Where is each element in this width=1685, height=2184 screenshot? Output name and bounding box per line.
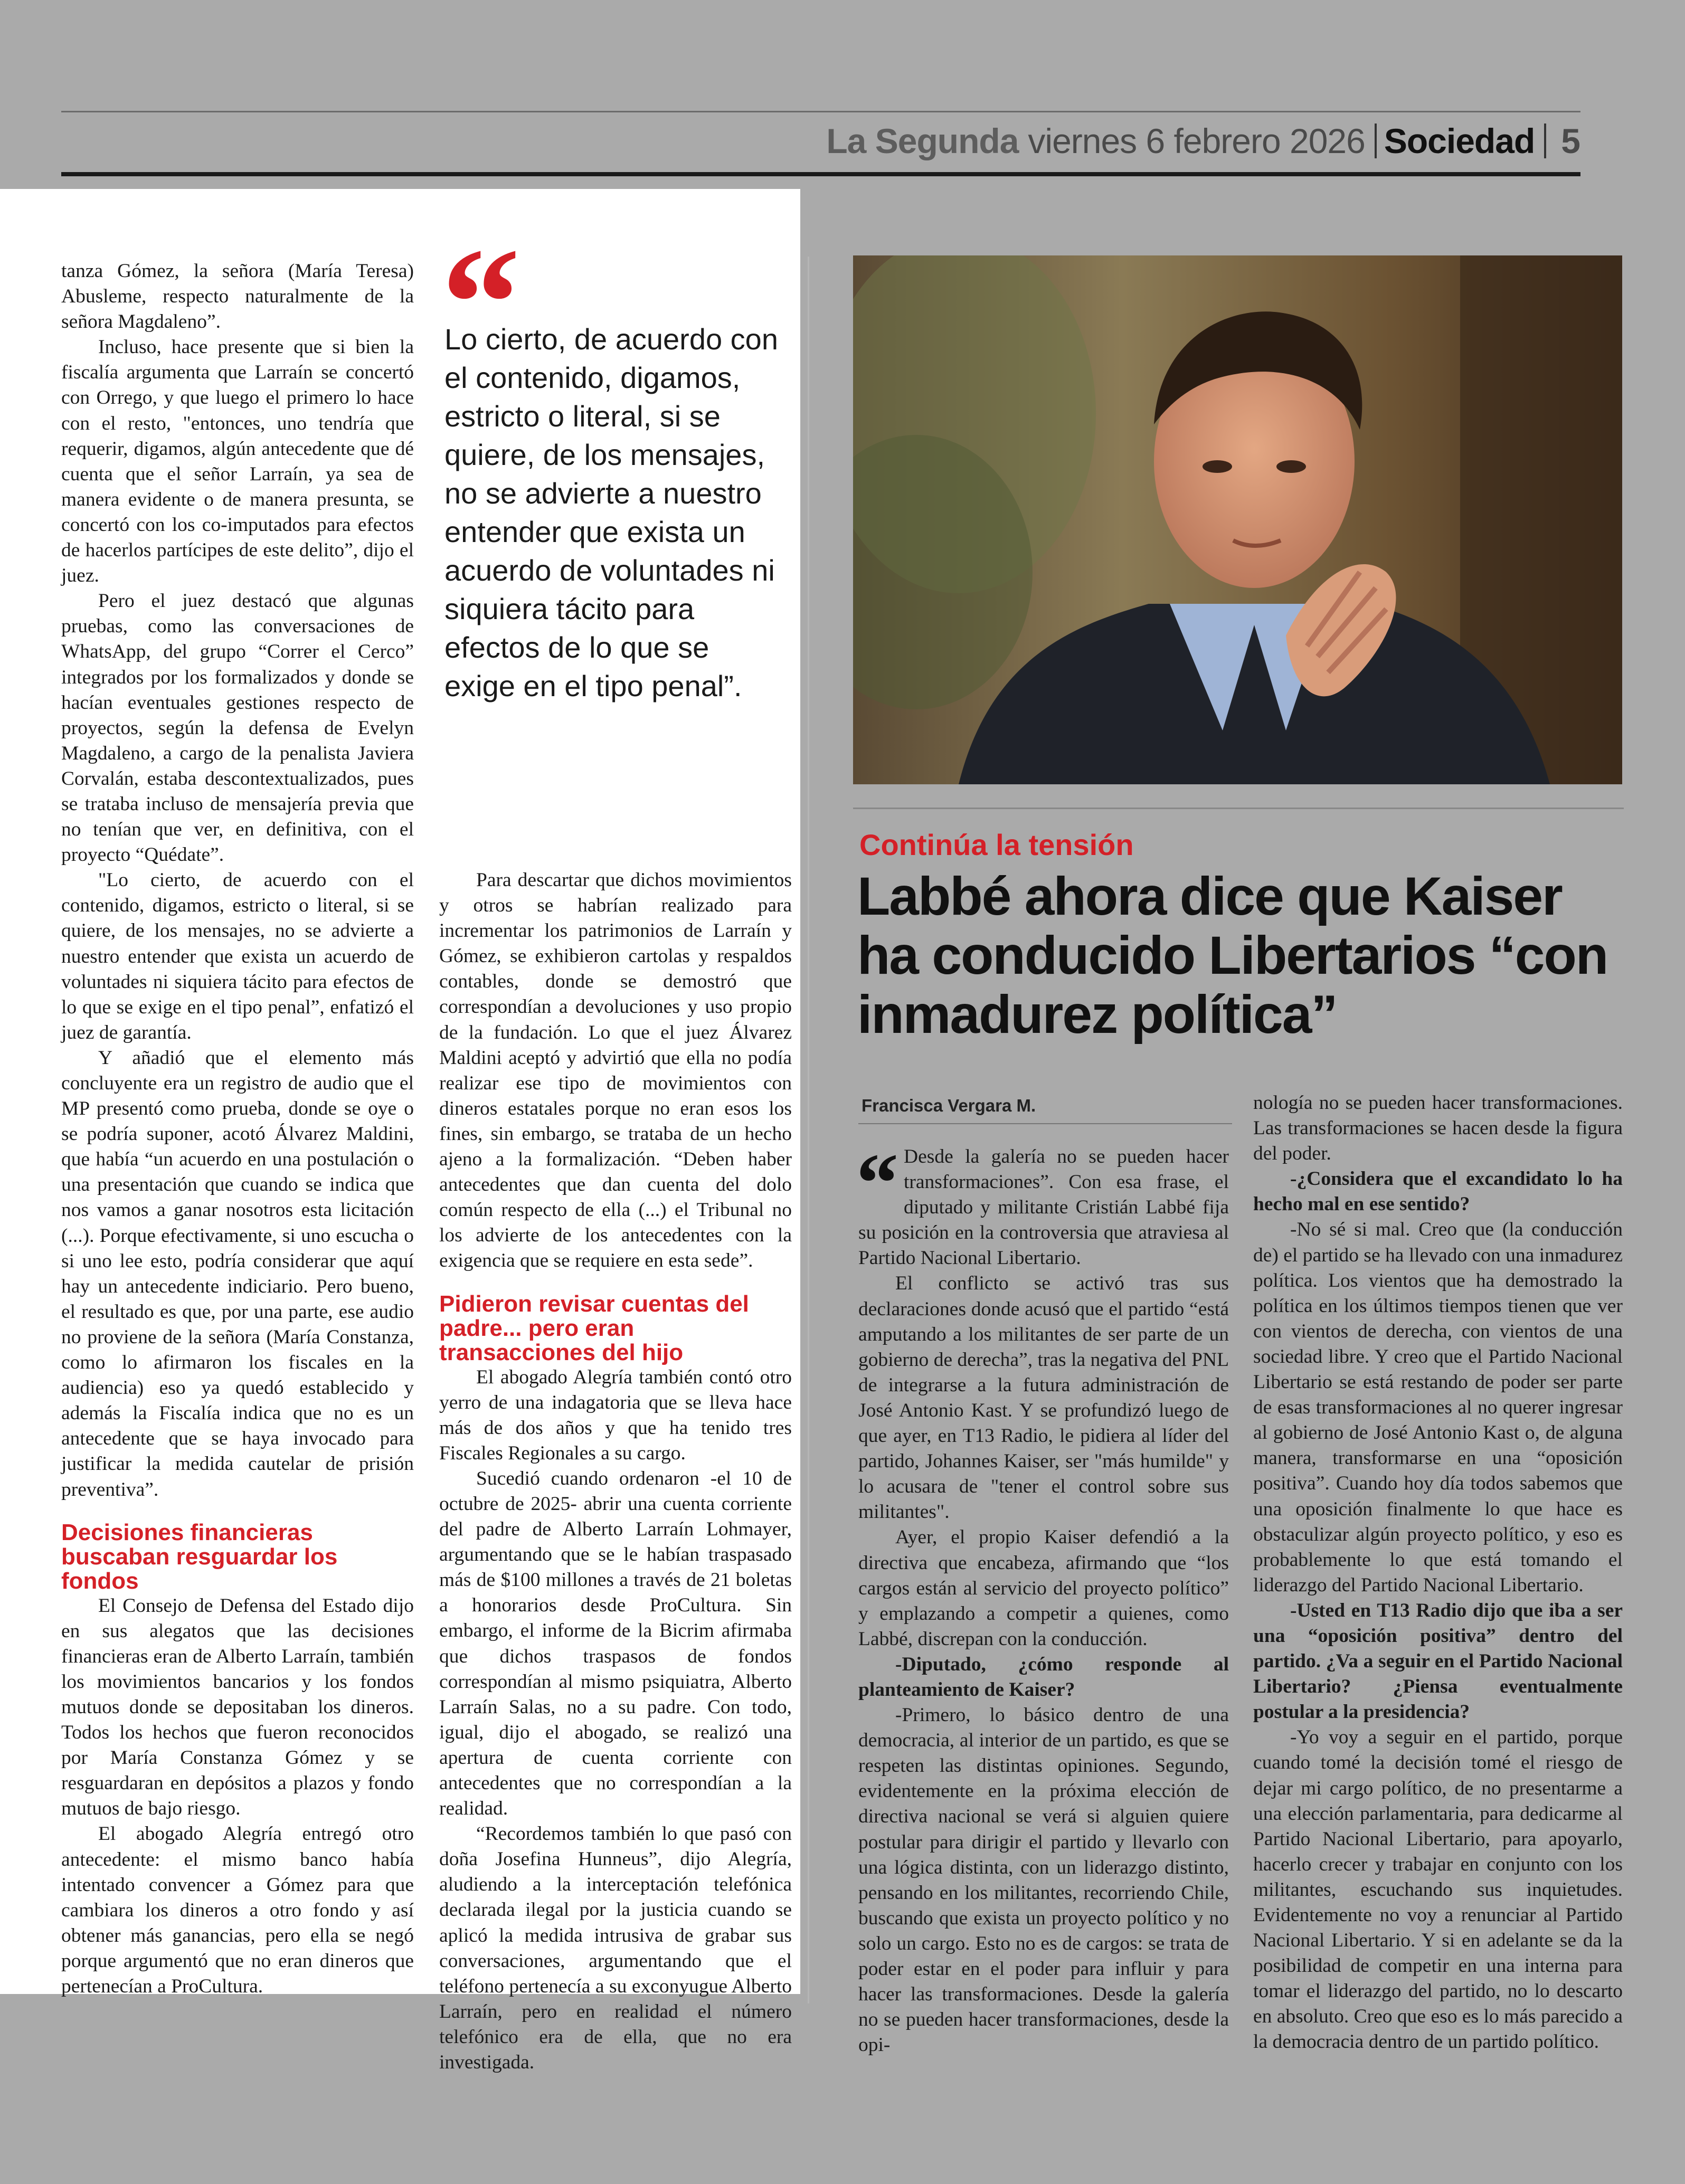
paragraph: nología no se pueden hacer transformaciones. Las transformaciones se hacen desde la figura del poder. — [1253, 1092, 1623, 1165]
drop-quote-icon: “ — [856, 1136, 898, 1230]
article-headline: Labbé ahora dice que Kaiser ha conducido Libertarios “con inmadurez política” — [857, 866, 1608, 1044]
interview-answer: -No sé si mal. Creo que (la conducción de) el partido se ha llevado con una inmadurez política. Los vientos que ha demostrado la política en los últimos tiempos tienen que ver con vientos de derecha, con vientos de una sociedad libre. Y creo que el Partido Nacional Libertario se está restando de poder ser parte de esas transformaciones al no querer ingresar al gobierno de José Antonio Kast o, de alguna manera, transformarse en una “oposición positiva”. Cuando hoy día todos sabemos que una oposición finalmente lo que hace es obstaculizar algún proyecto político, y eso es probablemente lo que está tomando el liderazgo del Partido Nacional Libertario. — [1253, 1219, 1623, 1596]
interview-answer: -Primero, lo básico dentro de una democracia, al interior de un partido, es que se respeten las distintas opiniones. Segundo, evidentemente en la próxima elección de directiva nacional se verá si alguien quiere postular para dirigir el partido y llevarlo con una lógica distinta, con un liderazgo distinto, pensando en los militantes, recorriendo Chile, buscando que exista un proyecto político y no solo un cargo. Esto no es de cargos: se trata de poder estar en el poder para influir y para hacer las transformaciones. Desde la galería no se pueden hacer transformaciones, desde la opi- — [858, 1704, 1229, 2056]
lead-text: Desde la galería no se pueden hacer transformaciones”. Con esa frase, el diputado y militante Cristián Labbé fija su posición en la controversia que atraviesa al Partido Nacional Libertario. — [858, 1146, 1229, 1269]
byline-rule — [858, 1123, 1232, 1124]
pull-quote: Lo cierto, de acuerdo con el contenido, digamos, estricto o literal, si se quiere, de los mensajes, no se advierte a nuestro entender que exista un acuerdo de voluntades ni siquiera tácito para efectos de lo que se exige en el tipo penal”. — [444, 322, 778, 702]
right-article-column-2 — [1253, 1090, 1623, 2055]
interview-question: -¿Considera que el excandidato lo ha hecho mal en ese sentido? — [1253, 1168, 1623, 1216]
article-photo — [853, 255, 1622, 784]
quote-mark-icon: “ — [441, 215, 520, 391]
paragraph: Sucedió cuando ordenaron -el 10 de octubre de 2025- abrir una cuenta corriente del padre de Alberto Larraín Lohmayer, argumentando que se le habían traspasado más de $100 millones a través de 21 boletas a honorarios desde ProCultura. Sin embargo, el informe de la Bicrim afirmaba que dichos traspasos de fondos correspondían al mismo psiquiatra, Alberto Larraín Salas, no a su padre. Con todo, igual, dijo el abogado, se realizó una apertura de cuenta corriente con antecedentes que no correspondían a la realidad. — [439, 1467, 792, 1820]
paragraph: “Recordemos también lo que pasó con doña Josefina Hunneus”, dijo Alegría, aludiendo a la interceptación telefónica declarada ilegal por la justicia cuando se aplicó la medida intrusiva de grabar sus conversaciones, argumentando que el teléfono pertenecía a su exconyugue Alberto Larraín, pero en realidad el número telefónico era de ella, que no era investigada. — [439, 1823, 792, 2074]
lead-paragraph — [856, 1136, 1229, 1271]
paragraph: El conflicto se activó tras sus declaraciones donde acusó que el partido “está amputando a los militantes de ser parte de un gobierno de derecha”, tras la negativa del PNL de integrarse a la futura administración de José Antonio Kast. Y se profundizó luego de que ayer, en T13 Radio, le pidiera al líder del partido, Johannes Kaiser, ser "más humilde" y lo acusara de "tener el control sobre sus militantes". — [858, 1273, 1229, 1523]
section-name: Sociedad — [1384, 121, 1535, 160]
paragraph: Y añadió que el elemento más concluyente era un registro de audio que el MP presentó como prueba, donde se oye o se podría suponer, acotó Álvarez Maldini, que había “un acuerdo en una postulación o una presentación que cuando se indica que nos vamos a ganar nosotros esta licitación (...). Porque efectivamente, si uno escucha o si uno lee esto, podría considerar que aquí hay un antecedente indiciario. Pero bueno, el resultado es que, por una parte, ese audio no proviene de la señora (María Constanza, como lo afirmaron los fiscales en la audiencia) eso ya quedó establecido y además la Fiscalía indica que no es un antecedente que se haya invocado para justificar la medida cautelar de prisión preventiva”. — [61, 1047, 414, 1501]
byline: Francisca Vergara M. — [862, 1096, 1036, 1115]
subheading: Pidieron revisar cuentas del padre... pero eran transacciones del hijo — [439, 1290, 749, 1365]
header-separator — [1375, 124, 1377, 158]
interview-question: -Diputado, ¿cómo responde al planteamiento de Kaiser? — [858, 1653, 1229, 1701]
left-article-column-1 — [61, 259, 414, 1999]
paragraph: El Consejo de Defensa del Estado dijo en sus alegatos que las decisiones financieras eran de Alberto Larraín, también los movimientos bancarios y los fondos mutuos donde se depositaban los dineros. Todos los hechos que fueron reconocidos por María Constanza Gómez y se resguardaran en depósitos a plazos y fondo mutuos de bajo riesgo. — [61, 1594, 414, 1820]
photo-rule — [853, 808, 1624, 809]
paragraph: El abogado Alegría también contó otro yerro de una indagatoria que se lleva hace más de dos años y que ha tenido tres Fiscales Regionales a su cargo. — [439, 1366, 792, 1464]
paragraph: Incluso, hace presente que si bien la fiscalía argumenta que Larraín se concertó con Orrego, y que luego el primero lo hace con el resto, "entonces, uno tendría que requerir, digamos, algún antecedente que dé cuenta que el señor Larraín, ya sea de manera evidente o de manera presunta, se concertó con los co-imputados para efectos de hacerlos partícipes de este delito”, dijo el juez. — [61, 336, 414, 587]
paragraph: El abogado Alegría entregó otro antecedente: el mismo banco había intentado convencer a Gómez para que cambiara los dineros a otro fondo y así obtener más ganancias, pero ella se negó porque argumentó que no eran dineros que pertenecían a ProCultura. — [61, 1823, 414, 1997]
interview-question: -Usted en T13 Radio dijo que iba a ser una “oposición positiva” dentro del partido. ¿Va a seguir en el Partido Nacional Libertario? ¿Piensa eventualmente postular a la presidencia? — [1253, 1599, 1623, 1723]
newspaper-name: La Segunda — [826, 121, 1019, 160]
column-divider — [808, 257, 809, 2003]
header-separator — [1544, 124, 1546, 158]
issue-date: viernes 6 febrero 2026 — [1028, 121, 1365, 160]
subheading: Decisiones financieras buscaban resguardar los fondos — [61, 1519, 338, 1594]
header-bottom-rule — [61, 172, 1580, 176]
article-kicker: Continúa la tensión — [859, 828, 1134, 861]
paragraph: Ayer, el propio Kaiser defendió a la directiva que encabeza, afirmando que “los cargos están al servicio del proyecto político” y emplazando a competir a quienes, como Labbé, discrepan con la conducción. — [858, 1526, 1229, 1650]
paragraph: Pero el juez destacó que algunas pruebas, como las conversaciones de WhatsApp, del grupo “Correr el Cerco” integrados por los formalizados y donde se hacían eventuales gestiones respecto de proyectos, según la defensa de Evelyn Magdaleno, a cargo de la penalista Javiera Corvalán, estaba descontextualizados, pues se trataba incluso de mensajería previa que no tenían que ver, en definitiva, con el proyecto “Quédate”. — [61, 590, 414, 866]
left-article-column-2 — [439, 868, 792, 2075]
paragraph: tanza Gómez, la señora (María Teresa) Abusleme, respecto naturalmente de la señora Magdaleno”. — [61, 260, 414, 333]
page-number: 5 — [1561, 121, 1580, 160]
header-top-rule — [61, 111, 1580, 112]
paragraph: "Lo cierto, de acuerdo con el contenido, digamos, estricto o literal, si se quiere, de los mensajes, no se advierte a nuestro entender que exista un acuerdo de voluntades ni siquiera tácito para efectos de lo que se exige en el tipo penal”, enfatizó el juez de garantía. — [61, 869, 414, 1043]
paragraph: Para descartar que dichos movimientos y otros se habrían realizado para incrementar los patrimonios de Larraín y Gómez, se exhibieron cartolas y respaldos contables, donde se demostró que correspondían a devoluciones y uso propio de la fundación. Lo que el juez Álvarez Maldini aceptó y advirtió que ella no podía realizar ese tipo de movimientos con dineros estatales porque no eran esos los fines, sin embargo, se trataba de un hecho ajeno a la formalización. “Deben haber antecedentes que dan cuenta del dolo común respecto de ella (...) el Tribunal no los advierte de los antecedentes con la exigencia que se requiere en esta sede”. — [439, 869, 792, 1272]
portrait-illustration — [853, 255, 1622, 784]
masthead — [61, 117, 1580, 165]
interview-answer: -Yo voy a seguir en el partido, porque cuando tomé la decisión tomé el riesgo de dejar mi cargo político, de no presentarme a una elección parlamentaria, para dedicarme al Partido Nacional Libertario, para apoyarlo, hacerlo crecer y trabajar en conjunto con los militantes, escuchando sus inquietudes. Evidentemente no voy a renunciar al Partido Nacional Libertario. Y si en adelante se da la posibilidad de competir en una interna para tomar el liderazgo del partido, no lo descarto en absoluto. Creo que eso es lo más parecido a la democracia dentro de un partido político. — [1253, 1726, 1623, 2053]
right-article-column-1 — [856, 1136, 1229, 2058]
